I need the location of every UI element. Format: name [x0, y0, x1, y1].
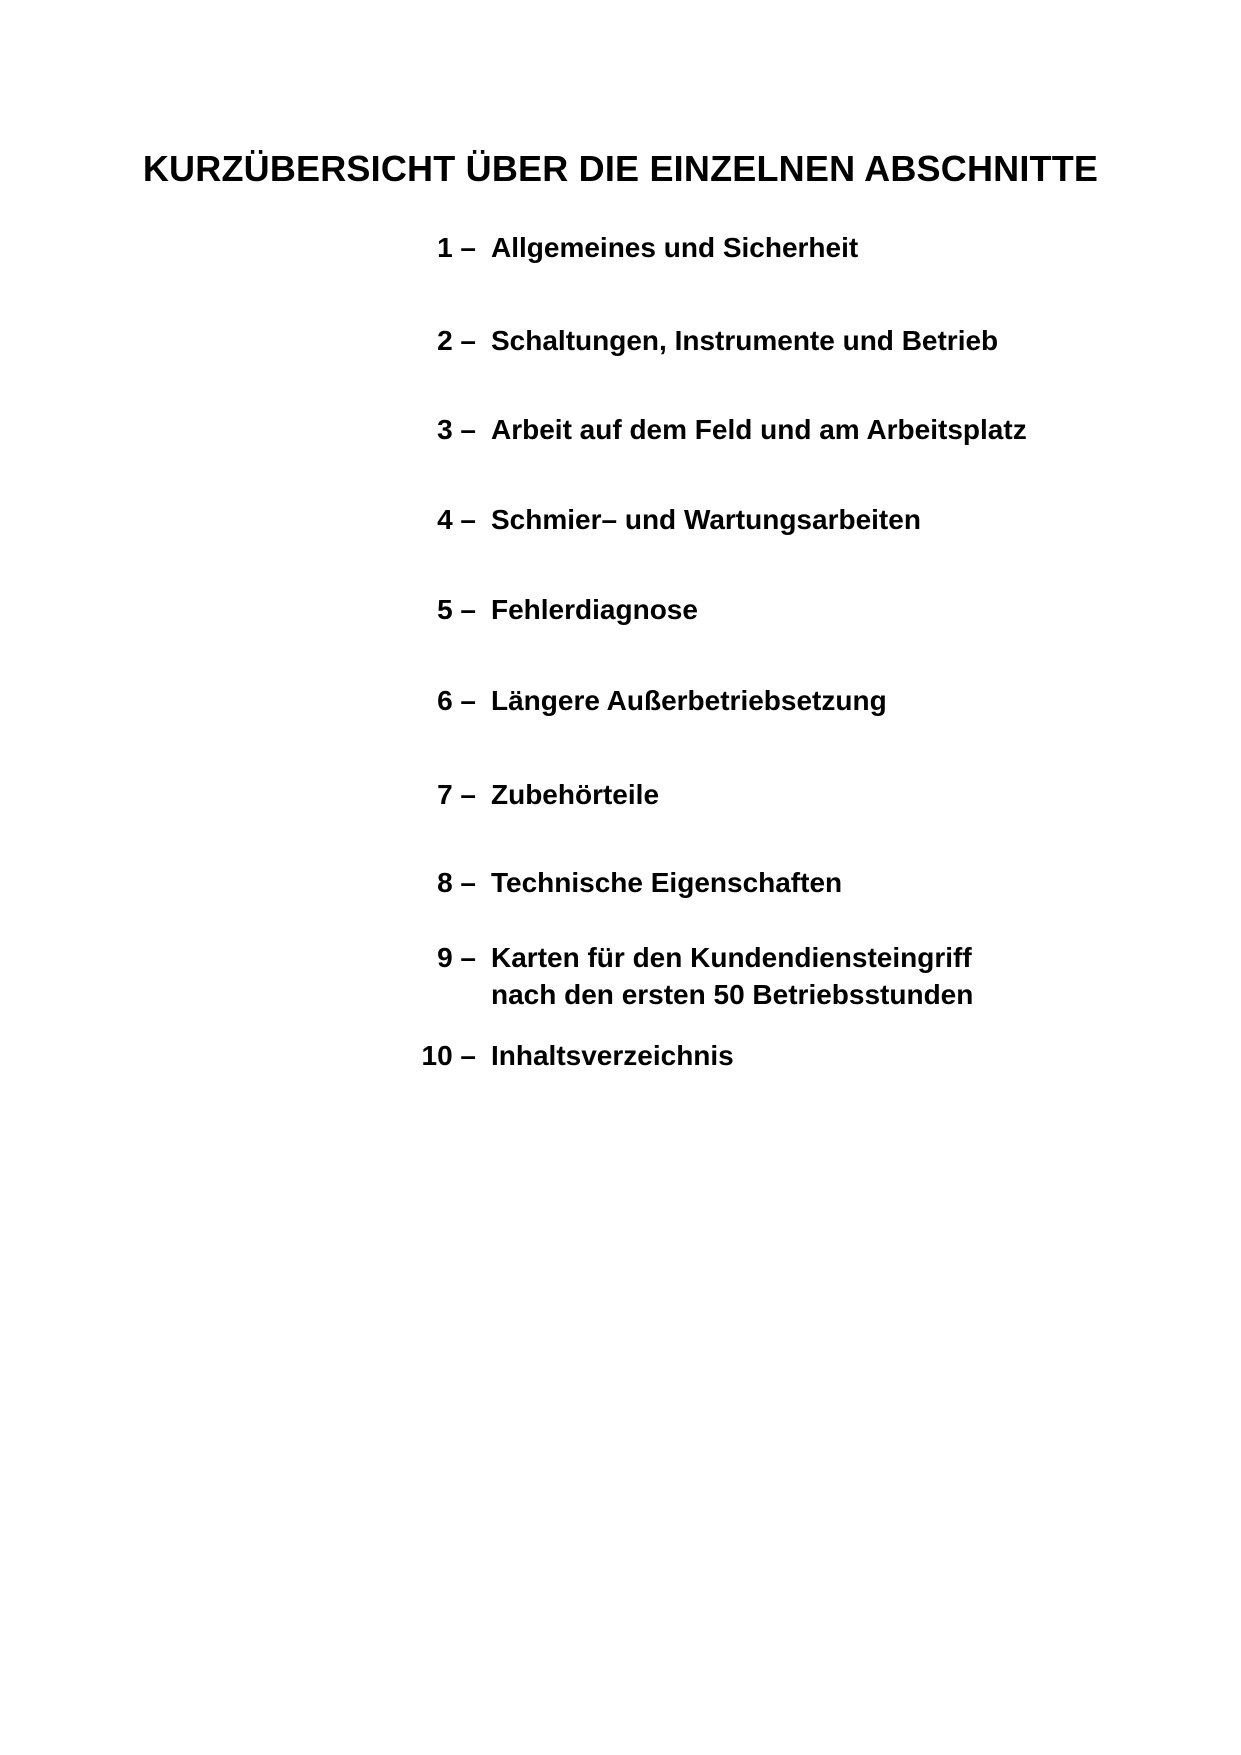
toc-entry-6[interactable] — [404, 682, 1104, 762]
toc-entry-line: Schaltungen, Instrumente und Betrieb — [491, 325, 999, 356]
toc-entry-title — [491, 1037, 734, 1074]
page-title: KURZÜBERSICHT ÜBER DIE EINZELNEN ABSCHNITTE — [142, 148, 1099, 189]
toc-entry-7[interactable] — [404, 776, 1104, 856]
toc-entry-line: Karten für den Kundendiensteingriff — [491, 942, 972, 973]
toc-entry-line: Zubehörteile — [491, 779, 660, 810]
toc-entry-3[interactable] — [404, 411, 1104, 491]
toc-entry-line: Schmier– und Wartungsarbeiten — [491, 504, 921, 535]
toc-entry-2[interactable] — [404, 322, 1104, 402]
toc-entry-number: 5 – — [437, 594, 476, 625]
toc-entry-line: Fehlerdiagnose — [491, 594, 698, 625]
toc-entry-title — [491, 322, 998, 359]
toc-entry-title — [491, 229, 858, 266]
toc-entry-number: 3 – — [437, 414, 476, 445]
toc-entry-title — [491, 776, 659, 813]
toc-entry-title — [491, 591, 698, 628]
toc-entry-number: 10 – — [421, 1040, 476, 1071]
toc-entry-4[interactable] — [404, 501, 1104, 581]
toc-entry-title — [491, 682, 887, 719]
toc-entry-number: 4 – — [437, 504, 476, 535]
toc-entry-line: nach den ersten 50 Betriebsstunden — [491, 979, 974, 1010]
toc-entry-number: 7 – — [437, 779, 476, 810]
toc-entry-line: Inhaltsverzeichnis — [491, 1040, 734, 1071]
toc-entry-title — [491, 411, 1027, 448]
toc-entry-number: 6 – — [437, 685, 476, 716]
toc-entry-title — [491, 939, 973, 1013]
toc-entry-title — [491, 501, 921, 538]
toc-entry-number: 8 – — [437, 867, 476, 898]
toc-entry-number: 9 – — [437, 942, 476, 973]
toc-entry-line: Technische Eigenschaften — [491, 867, 843, 898]
toc-entry-9[interactable] — [404, 939, 1104, 1019]
toc-entry-8[interactable] — [404, 864, 1104, 944]
toc-entry-10[interactable] — [404, 1037, 1104, 1117]
toc-entry-line: Allgemeines und Sicherheit — [491, 232, 859, 263]
toc-entry-title — [491, 864, 842, 901]
toc-entry-number: 1 – — [437, 232, 476, 263]
toc-entry-line: Längere Außerbetriebsetzung — [491, 685, 887, 716]
toc-entry-number: 2 – — [437, 325, 476, 356]
toc-entry-line: Arbeit auf dem Feld und am Arbeitsplatz — [491, 414, 1027, 445]
toc-entry-5[interactable] — [404, 591, 1104, 671]
toc-entry-1[interactable] — [404, 229, 1104, 309]
